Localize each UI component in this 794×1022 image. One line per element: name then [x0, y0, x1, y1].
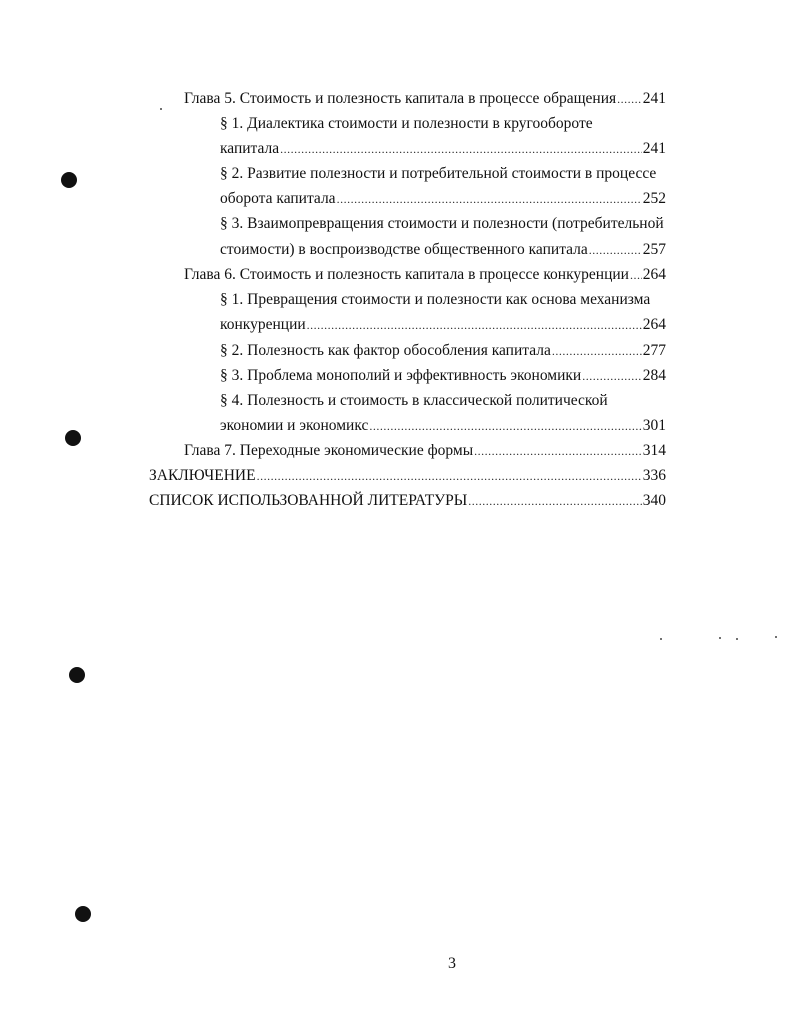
toc-page-number: 252 — [642, 190, 666, 207]
toc-entry-title: конкуренции — [220, 316, 306, 333]
scan-speck — [736, 638, 738, 640]
dot-leader — [468, 491, 641, 511]
toc-chapter-7 — [184, 441, 666, 461]
toc-entry-title: § 3. Проблема монополий и эффективность экономики — [220, 367, 582, 384]
toc-page-number: 241 — [642, 140, 666, 157]
dot-leader — [337, 189, 642, 209]
toc-entry-title: экономии и экономикс — [220, 417, 369, 434]
toc-page-number: 264 — [642, 316, 666, 333]
toc-ch6-section-1 — [220, 315, 666, 335]
toc-page-number: 284 — [642, 367, 666, 384]
toc-entry-title: стоимости) в воспроизводстве общественного капитала — [220, 241, 588, 258]
toc-page-number: 336 — [642, 467, 666, 484]
binder-hole-3 — [69, 667, 85, 683]
dot-leader — [307, 315, 642, 335]
toc-entry-title: Глава 6. Стоимость и полезность капитала в процессе конкуренции — [184, 266, 629, 283]
toc-entry-title: § 2. Полезность как фактор обособления капитала — [220, 342, 551, 359]
toc-entry-title: ЗАКЛЮЧЕНИЕ — [149, 467, 256, 484]
dot-leader — [582, 366, 642, 386]
toc-page-number: 264 — [642, 266, 666, 283]
dot-leader — [552, 341, 642, 361]
toc-page-number: 340 — [642, 492, 666, 509]
binder-hole-4 — [75, 906, 91, 922]
toc-conclusion — [149, 466, 666, 486]
toc-bibliography — [149, 491, 666, 511]
toc-ch6-section-3 — [220, 366, 666, 386]
toc-ch5-section-3 — [220, 240, 666, 260]
toc-ch5-section-2-line1: § 2. Развитие полезности и потребительной стоимости в процессе — [220, 165, 657, 182]
toc-ch5-section-1 — [220, 139, 666, 159]
scan-speck — [775, 636, 777, 638]
toc-page-number: 301 — [642, 417, 666, 434]
toc-entry-title: Глава 7. Переходные экономические формы — [184, 442, 474, 459]
toc-ch5-section-1-line1: § 1. Диалектика стоимости и полезности в кругообороте — [220, 115, 593, 132]
page-number: 3 — [448, 955, 456, 972]
binder-hole-1 — [61, 172, 77, 188]
dot-leader — [589, 240, 642, 260]
dot-leader — [630, 265, 642, 285]
scan-speck — [660, 638, 662, 640]
toc-chapter-6 — [184, 265, 666, 285]
dot-leader — [280, 139, 642, 159]
toc-page-number: 241 — [642, 90, 666, 107]
toc-entry-title: Глава 5. Стоимость и полезность капитала в процессе обращения — [184, 90, 617, 107]
dot-leader — [369, 416, 641, 436]
toc-entry-title: капитала — [220, 140, 280, 157]
toc-page-number: 277 — [642, 342, 666, 359]
toc-ch6-section-4-line1: § 4. Полезность и стоимость в классической политической — [220, 392, 608, 409]
binder-hole-2 — [65, 430, 81, 446]
toc-entry-title: оборота капитала — [220, 190, 336, 207]
toc-chapter-5 — [184, 89, 666, 109]
toc-ch5-section-3-line1: § 3. Взаимопревращения стоимости и полезности (потребительной — [220, 215, 664, 232]
scan-speck — [160, 108, 162, 110]
toc-ch5-section-2 — [220, 189, 666, 209]
dot-leader — [257, 466, 642, 486]
toc-ch6-section-4 — [220, 416, 666, 436]
dot-leader — [617, 89, 642, 109]
toc-ch6-section-2 — [220, 341, 666, 361]
dot-leader — [474, 441, 642, 461]
toc-page-number: 314 — [642, 442, 666, 459]
scan-speck — [719, 637, 721, 639]
toc-entry-title: СПИСОК ИСПОЛЬЗОВАННОЙ ЛИТЕРАТУРЫ — [149, 492, 468, 509]
toc-page-number: 257 — [642, 241, 666, 258]
toc-ch6-section-1-line1: § 1. Превращения стоимости и полезности как основа механизма — [220, 291, 651, 308]
